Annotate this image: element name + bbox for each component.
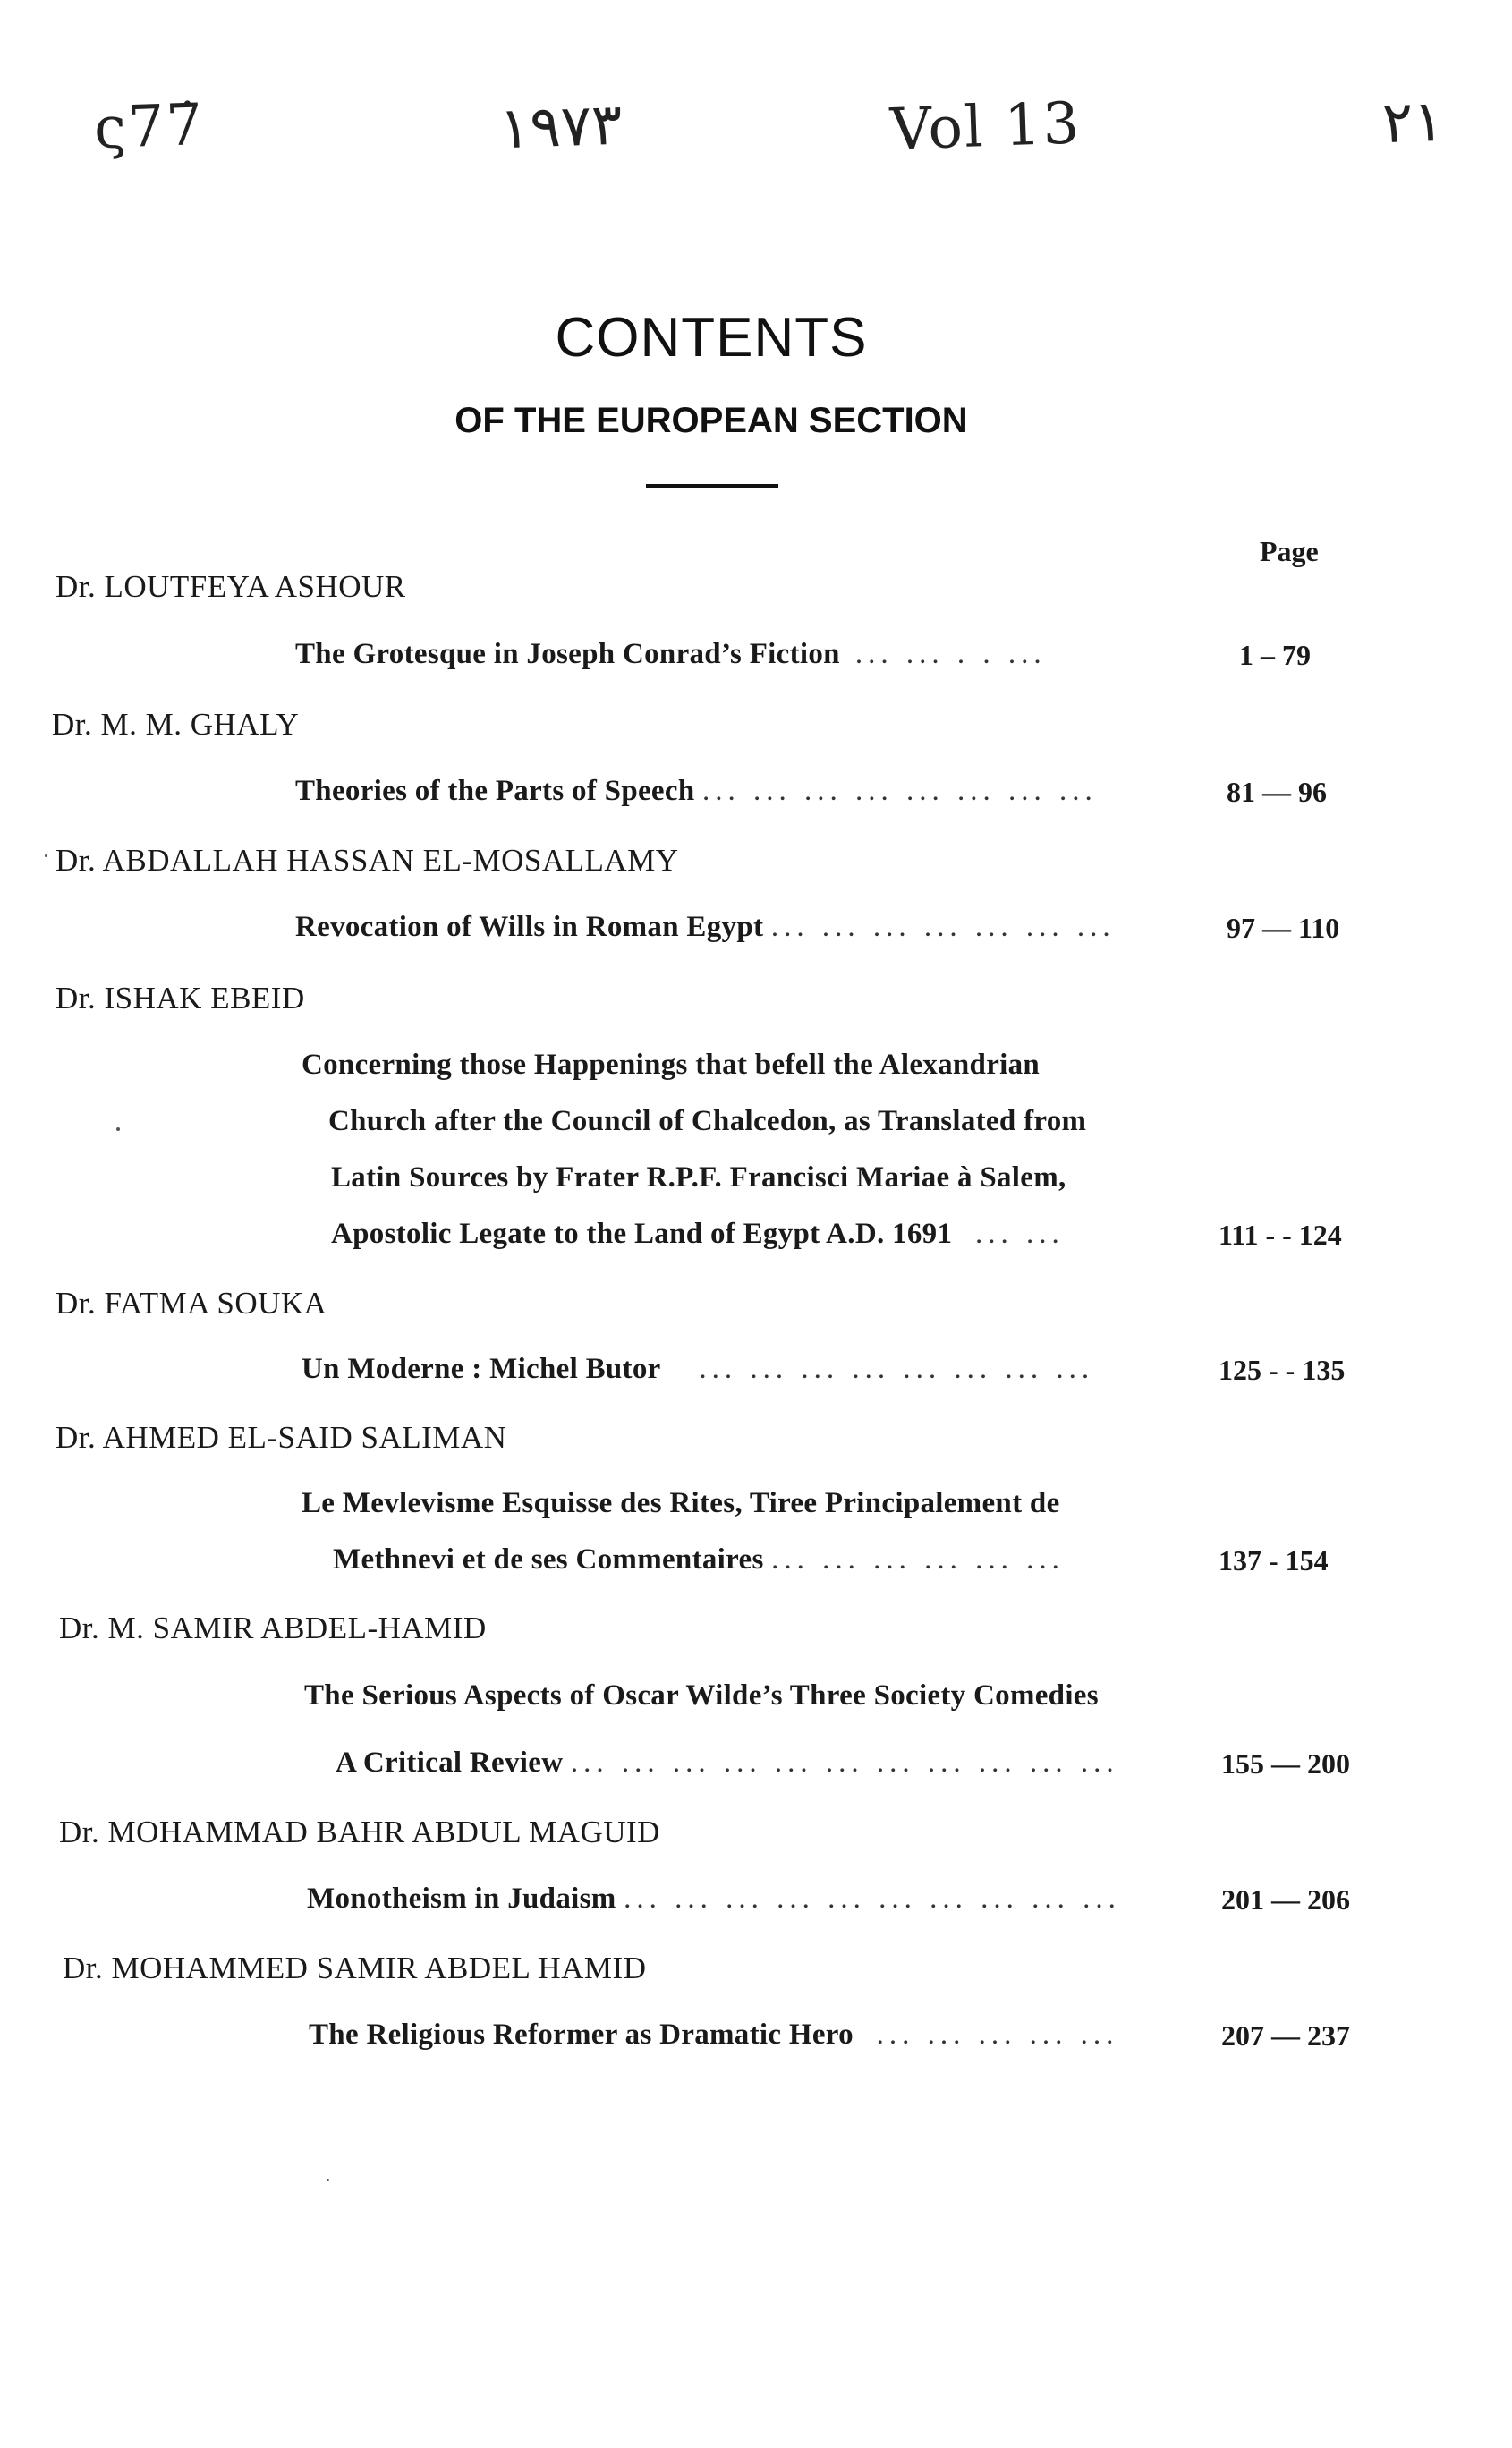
page-range: 81 — 96	[1227, 776, 1327, 808]
article-title-line: A Critical Review ... ... ... ... ... ... ... ... ... ... ...	[336, 1747, 1119, 1779]
article-title: Un Moderne : Michel Butor ... ... ... ... ... ... ... ...	[302, 1353, 1095, 1385]
handwritten-mark-year: ١٩٧٣	[497, 91, 624, 163]
author-name: Dr. MOHAMMAD BAHR ABDUL MAGUID	[59, 1815, 660, 1849]
scan-speck	[327, 2179, 329, 2181]
page-column-header: Page	[1260, 535, 1319, 567]
author-name: Dr. LOUTFEYA ASHOUR	[55, 569, 406, 604]
article-title: Monotheism in Judaism ... ... ... ... ... ... ... ... ... ...	[307, 1883, 1121, 1915]
article-title-line: The Serious Aspects of Oscar Wilde’s Three Society Comedies	[304, 1679, 1099, 1712]
article-title-line: Apostolic Legate to the Land of Egypt A.D. 1691 ... ...	[331, 1218, 1065, 1250]
handwritten-mark-catalog: ς77̇	[92, 91, 206, 163]
handwritten-mark-volume: Vol 13	[888, 90, 1083, 164]
scan-speck	[45, 854, 47, 857]
author-name: Dr. MOHAMMED SAMIR ABDEL HAMID	[63, 1951, 647, 1985]
title-divider	[646, 484, 778, 488]
author-name: Dr. M. M. GHALY	[52, 707, 300, 742]
page-range: 207 — 237	[1221, 2019, 1350, 2052]
page-range: 111 - - 124	[1219, 1219, 1342, 1251]
page-title: CONTENTS	[555, 307, 868, 369]
author-name: Dr. ABDALLAH HASSAN EL-MOSALLAMY	[55, 843, 679, 878]
page-range: 201 — 206	[1221, 1883, 1350, 1916]
page-subtitle: OF THE EUROPEAN SECTION	[454, 401, 968, 440]
page-range: 137 - 154	[1219, 1544, 1329, 1577]
article-title-line: Le Mevlevisme Esquisse des Rites, Tiree Principalement de	[302, 1487, 1060, 1519]
scan-speck	[116, 1127, 120, 1131]
article-title: The Grotesque in Joseph Conrad’s Fiction ... ... . . ...	[295, 638, 1047, 670]
article-title-line: Church after the Council of Chalcedon, as Translated from	[328, 1105, 1087, 1137]
article-title: Theories of the Parts of Speech ... ... ... ... ... ... ... ...	[295, 775, 1098, 807]
article-title-line: Concerning those Happenings that befell the Alexandrian	[302, 1049, 1041, 1081]
page-range: 97 — 110	[1227, 912, 1340, 944]
author-name: Dr. M. SAMIR ABDEL-HAMID	[59, 1611, 487, 1645]
author-name: Dr. FATMA SOUKA	[55, 1286, 327, 1321]
page-range: 125 - - 135	[1219, 1354, 1346, 1386]
author-name: Dr. AHMED EL-SAID SALIMAN	[55, 1420, 507, 1455]
article-title: Revocation of Wills in Roman Egypt ... ... ... ... ... ... ...	[295, 911, 1116, 943]
article-title-line: Methnevi et de ses Commentaires ... ... ... ... ... ...	[333, 1543, 1065, 1576]
handwritten-mark-number: ٢١	[1380, 88, 1446, 157]
page-range: 155 — 200	[1221, 1747, 1350, 1780]
page-range: 1 – 79	[1239, 639, 1311, 671]
article-title: The Religious Reformer as Dramatic Hero ... ... ... ... ...	[309, 2019, 1119, 2051]
article-title-line: Latin Sources by Frater R.P.F. Francisci Mariae à Salem,	[331, 1161, 1066, 1194]
author-name: Dr. ISHAK EBEID	[55, 981, 305, 1016]
